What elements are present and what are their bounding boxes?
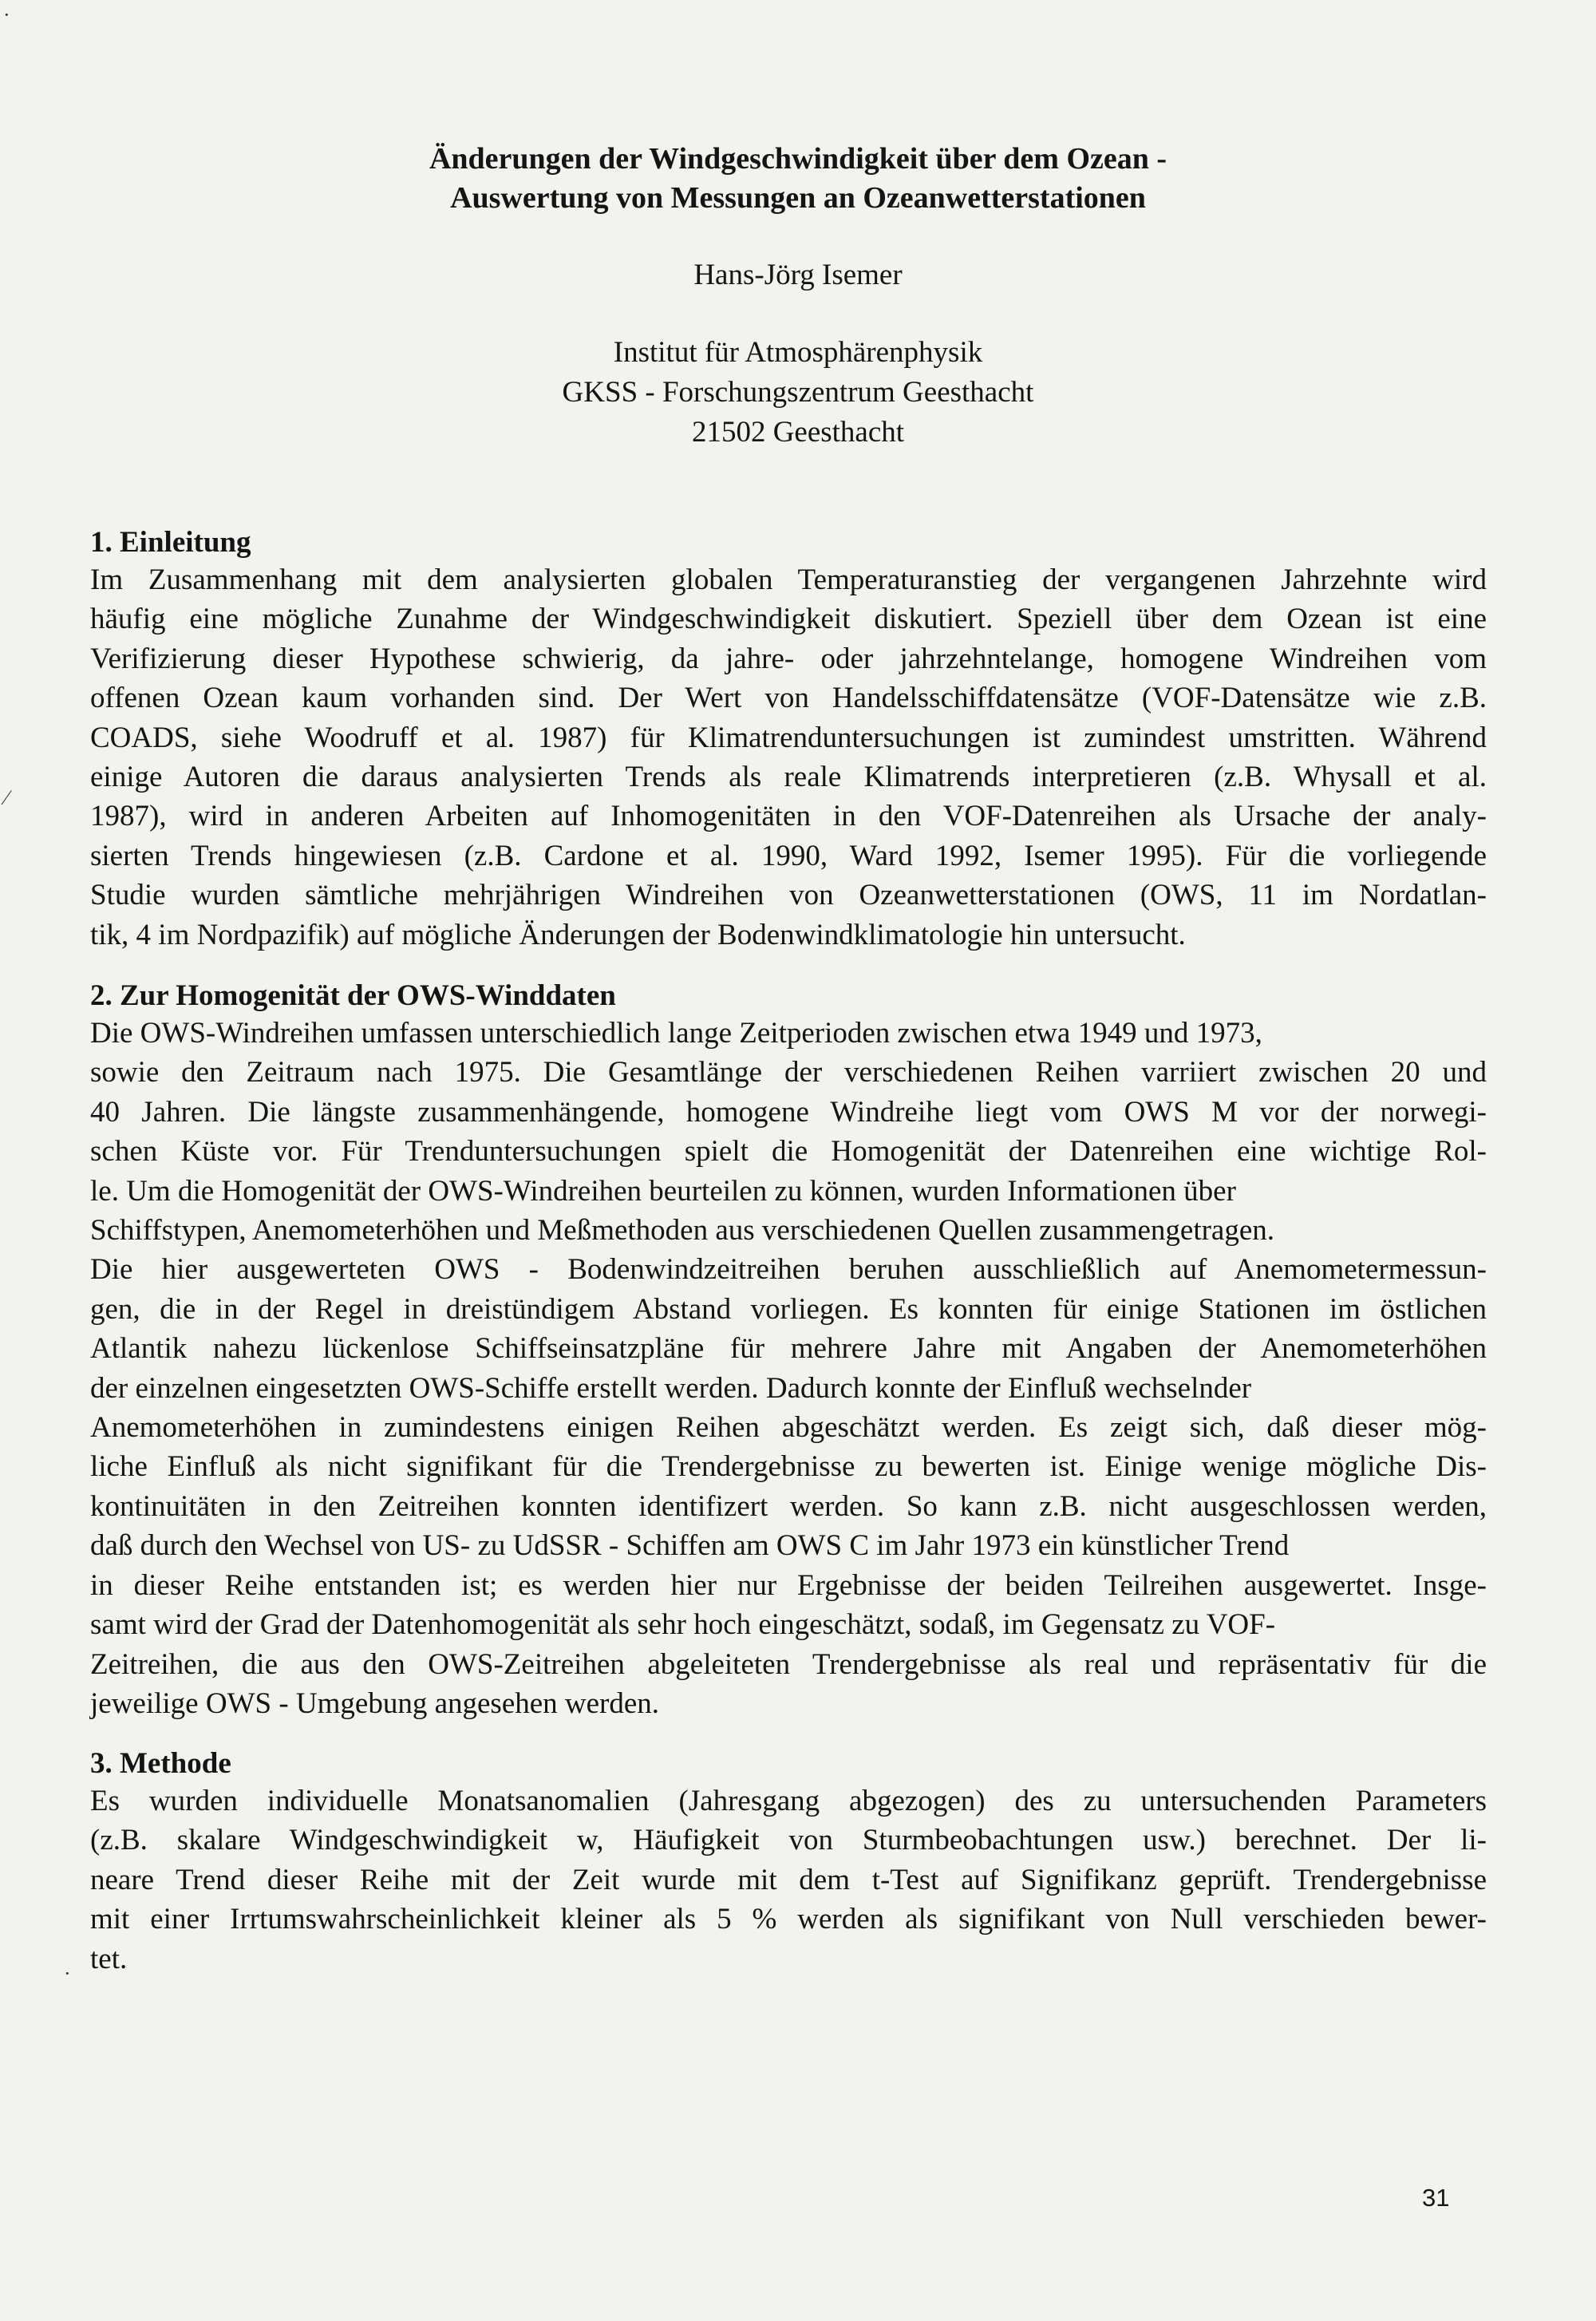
text-line: Verifizierung dieser Hypothese schwierig, da jahre- oder jahrzehntelange, homogene Windreihen vom xyxy=(90,642,1487,675)
section-heading: 1. Einleitung xyxy=(90,526,251,559)
text-line: Schiffstypen, Anemometerhöhen und Meßmethoden aus verschiedenen Quellen zusammengetragen. xyxy=(90,1214,1275,1247)
text-line: jeweilige OWS - Umgebung angesehen werden. xyxy=(90,1686,660,1720)
text-line: Zeitreihen, die aus den OWS-Zeitreihen abgeleiteten Trendergebnisse als real und repräsentativ für die xyxy=(90,1647,1487,1681)
text-line: Atlantik nahezu lückenlose Schiffseinsatzpläne für mehrere Jahre mit Angaben der Anemometerhöhen xyxy=(90,1332,1487,1366)
scan-speck: · xyxy=(64,1962,71,1985)
affiliation-city: 21502 Geesthacht xyxy=(691,416,905,449)
text-line: samt wird der Grad der Datenhomogenität als sehr hoch eingeschätzt, sodaß, im Gegensatz zu VOF- xyxy=(90,1608,1276,1642)
text-line: Die OWS-Windreihen umfassen unterschiedlich lange Zeitperioden zwischen etwa 1949 und 1973, xyxy=(90,1017,1262,1050)
affiliation-organization: GKSS - Forschungszentrum Geesthacht xyxy=(562,376,1034,409)
text-line: offenen Ozean kaum vorhanden sind. Der Wert von Handelsschiffdatensätze (VOF-Datensätze wie z.B. xyxy=(90,682,1487,715)
text-line: 1987), wird in anderen Arbeiten auf Inhomogenitäten in den VOF-Datenreihen als Ursache der analy- xyxy=(90,800,1487,833)
text-line: der einzelnen eingesetzten OWS-Schiffe erstellt werden. Dadurch konnte der Einfluß wechselnder xyxy=(90,1371,1252,1405)
section-homogenitaet xyxy=(90,979,1487,1723)
section-body xyxy=(90,560,1487,955)
text-line: schen Küste vor. Für Trenduntersuchungen spielt die Homogenität der Datenreihen eine wichtige Rol- xyxy=(90,1135,1487,1168)
text-line: in dieser Reihe entstanden ist; es werden hier nur Ergebnisse der beiden Teilreihen ausgewertet. Insge- xyxy=(90,1568,1487,1602)
author: Hans-Jörg Isemer xyxy=(693,259,903,291)
text-line: Es wurden individuelle Monatsanomalien (Jahresgang abgezogen) des zu untersuchenden Parameters xyxy=(90,1785,1487,1817)
section-heading: 2. Zur Homogenität der OWS-Winddaten xyxy=(90,979,616,1012)
title-line-1: Änderungen der Windgeschwindigkeit über dem Ozean - xyxy=(429,142,1167,176)
text-line: gen, die in der Regel in dreistündigem Abstand vorliegen. Es konnten für einige Stationen im östlichen xyxy=(90,1292,1487,1326)
text-line: häufig eine mögliche Zunahme der Windgeschwindigkeit diskutiert. Speziell über dem Ozean ist eine xyxy=(90,603,1487,636)
text-line: sierten Trends hingewiesen (z.B. Cardone et al. 1990, Ward 1992, Isemer 1995). Für die vorliegende xyxy=(90,839,1487,872)
section-body xyxy=(90,1014,1487,1723)
affiliation-institute: Institut für Atmosphärenphysik xyxy=(613,336,983,369)
text-line: einige Autoren die daraus analysierten Trends als reale Klimatrends interpretieren (z.B. Whysall et al. xyxy=(90,761,1487,794)
section-einleitung xyxy=(90,525,1487,955)
text-line: Die hier ausgewerteten OWS - Bodenwindzeitreihen beruhen ausschließlich auf Anemometermessun- xyxy=(90,1253,1487,1287)
text-line: 40 Jahren. Die längste zusammenhängende, homogene Windreihe liegt vom OWS M vor der norwegi- xyxy=(90,1095,1487,1129)
text-line: tet. xyxy=(90,1942,128,1975)
scan-speck: · xyxy=(3,3,10,26)
text-line: Im Zusammenhang mit dem analysierten globalen Temperaturanstieg der vergangenen Jahrzehnte wird xyxy=(90,563,1487,596)
text-line: le. Um die Homogenität der OWS-Windreihen beurteilen zu können, wurden Informationen über xyxy=(90,1174,1236,1208)
text-line: mit einer Irrtumswahrscheinlichkeit kleiner als 5 % werden als signifikant von Null verschieden bewer- xyxy=(90,1903,1487,1936)
section-body xyxy=(90,1781,1487,1979)
page-number: 31 xyxy=(1422,2184,1450,2212)
scan-speck: ⁄ xyxy=(5,786,9,809)
text-line: tik, 4 im Nordpazifik) auf mögliche Änderungen der Bodenwindklimatologie hin untersucht. xyxy=(90,918,1186,951)
text-line: kontinuitäten in den Zeitreihen konnten identifizert werden. So kann z.B. nicht ausgeschlossen werden, xyxy=(90,1489,1487,1523)
section-methode xyxy=(90,1746,1487,1979)
text-line: Studie wurden sämtliche mehrjährigen Windreihen von Ozeanwetterstationen (OWS, 11 im Nordatlan- xyxy=(90,879,1487,912)
section-heading: 3. Methode xyxy=(90,1747,231,1780)
text-line: Anemometerhöhen in zumindestens einigen Reihen abgeschätzt werden. Es zeigt sich, daß dieser mög- xyxy=(90,1411,1487,1445)
text-line: (z.B. skalare Windgeschwindigkeit w, Häufigkeit von Sturmbeobachtungen usw.) berechnet. Der li- xyxy=(90,1824,1487,1857)
text-line: neare Trend dieser Reihe mit der Zeit wurde mit dem t-Test auf Signifikanz geprüft. Trendergebnisse xyxy=(90,1863,1487,1896)
text-line: COADS, siehe Woodruff et al. 1987) für Klimatrenduntersuchungen ist zumindest umstritten. Während xyxy=(90,721,1487,754)
title-line-2: Auswertung von Messungen an Ozeanwetterstationen xyxy=(450,181,1146,215)
text-line: liche Einfluß als nicht signifikant für die Trendergebnisse zu bewerten ist. Einige wenige mögliche Dis- xyxy=(90,1450,1487,1484)
text-line: daß durch den Wechsel von US- zu UdSSR - Schiffen am OWS C im Jahr 1973 ein künstlicher Trend xyxy=(90,1529,1290,1563)
text-line: sowie den Zeitraum nach 1975. Die Gesamtlänge der verschiedenen Reihen varriiert zwischen 20 und xyxy=(90,1056,1487,1089)
